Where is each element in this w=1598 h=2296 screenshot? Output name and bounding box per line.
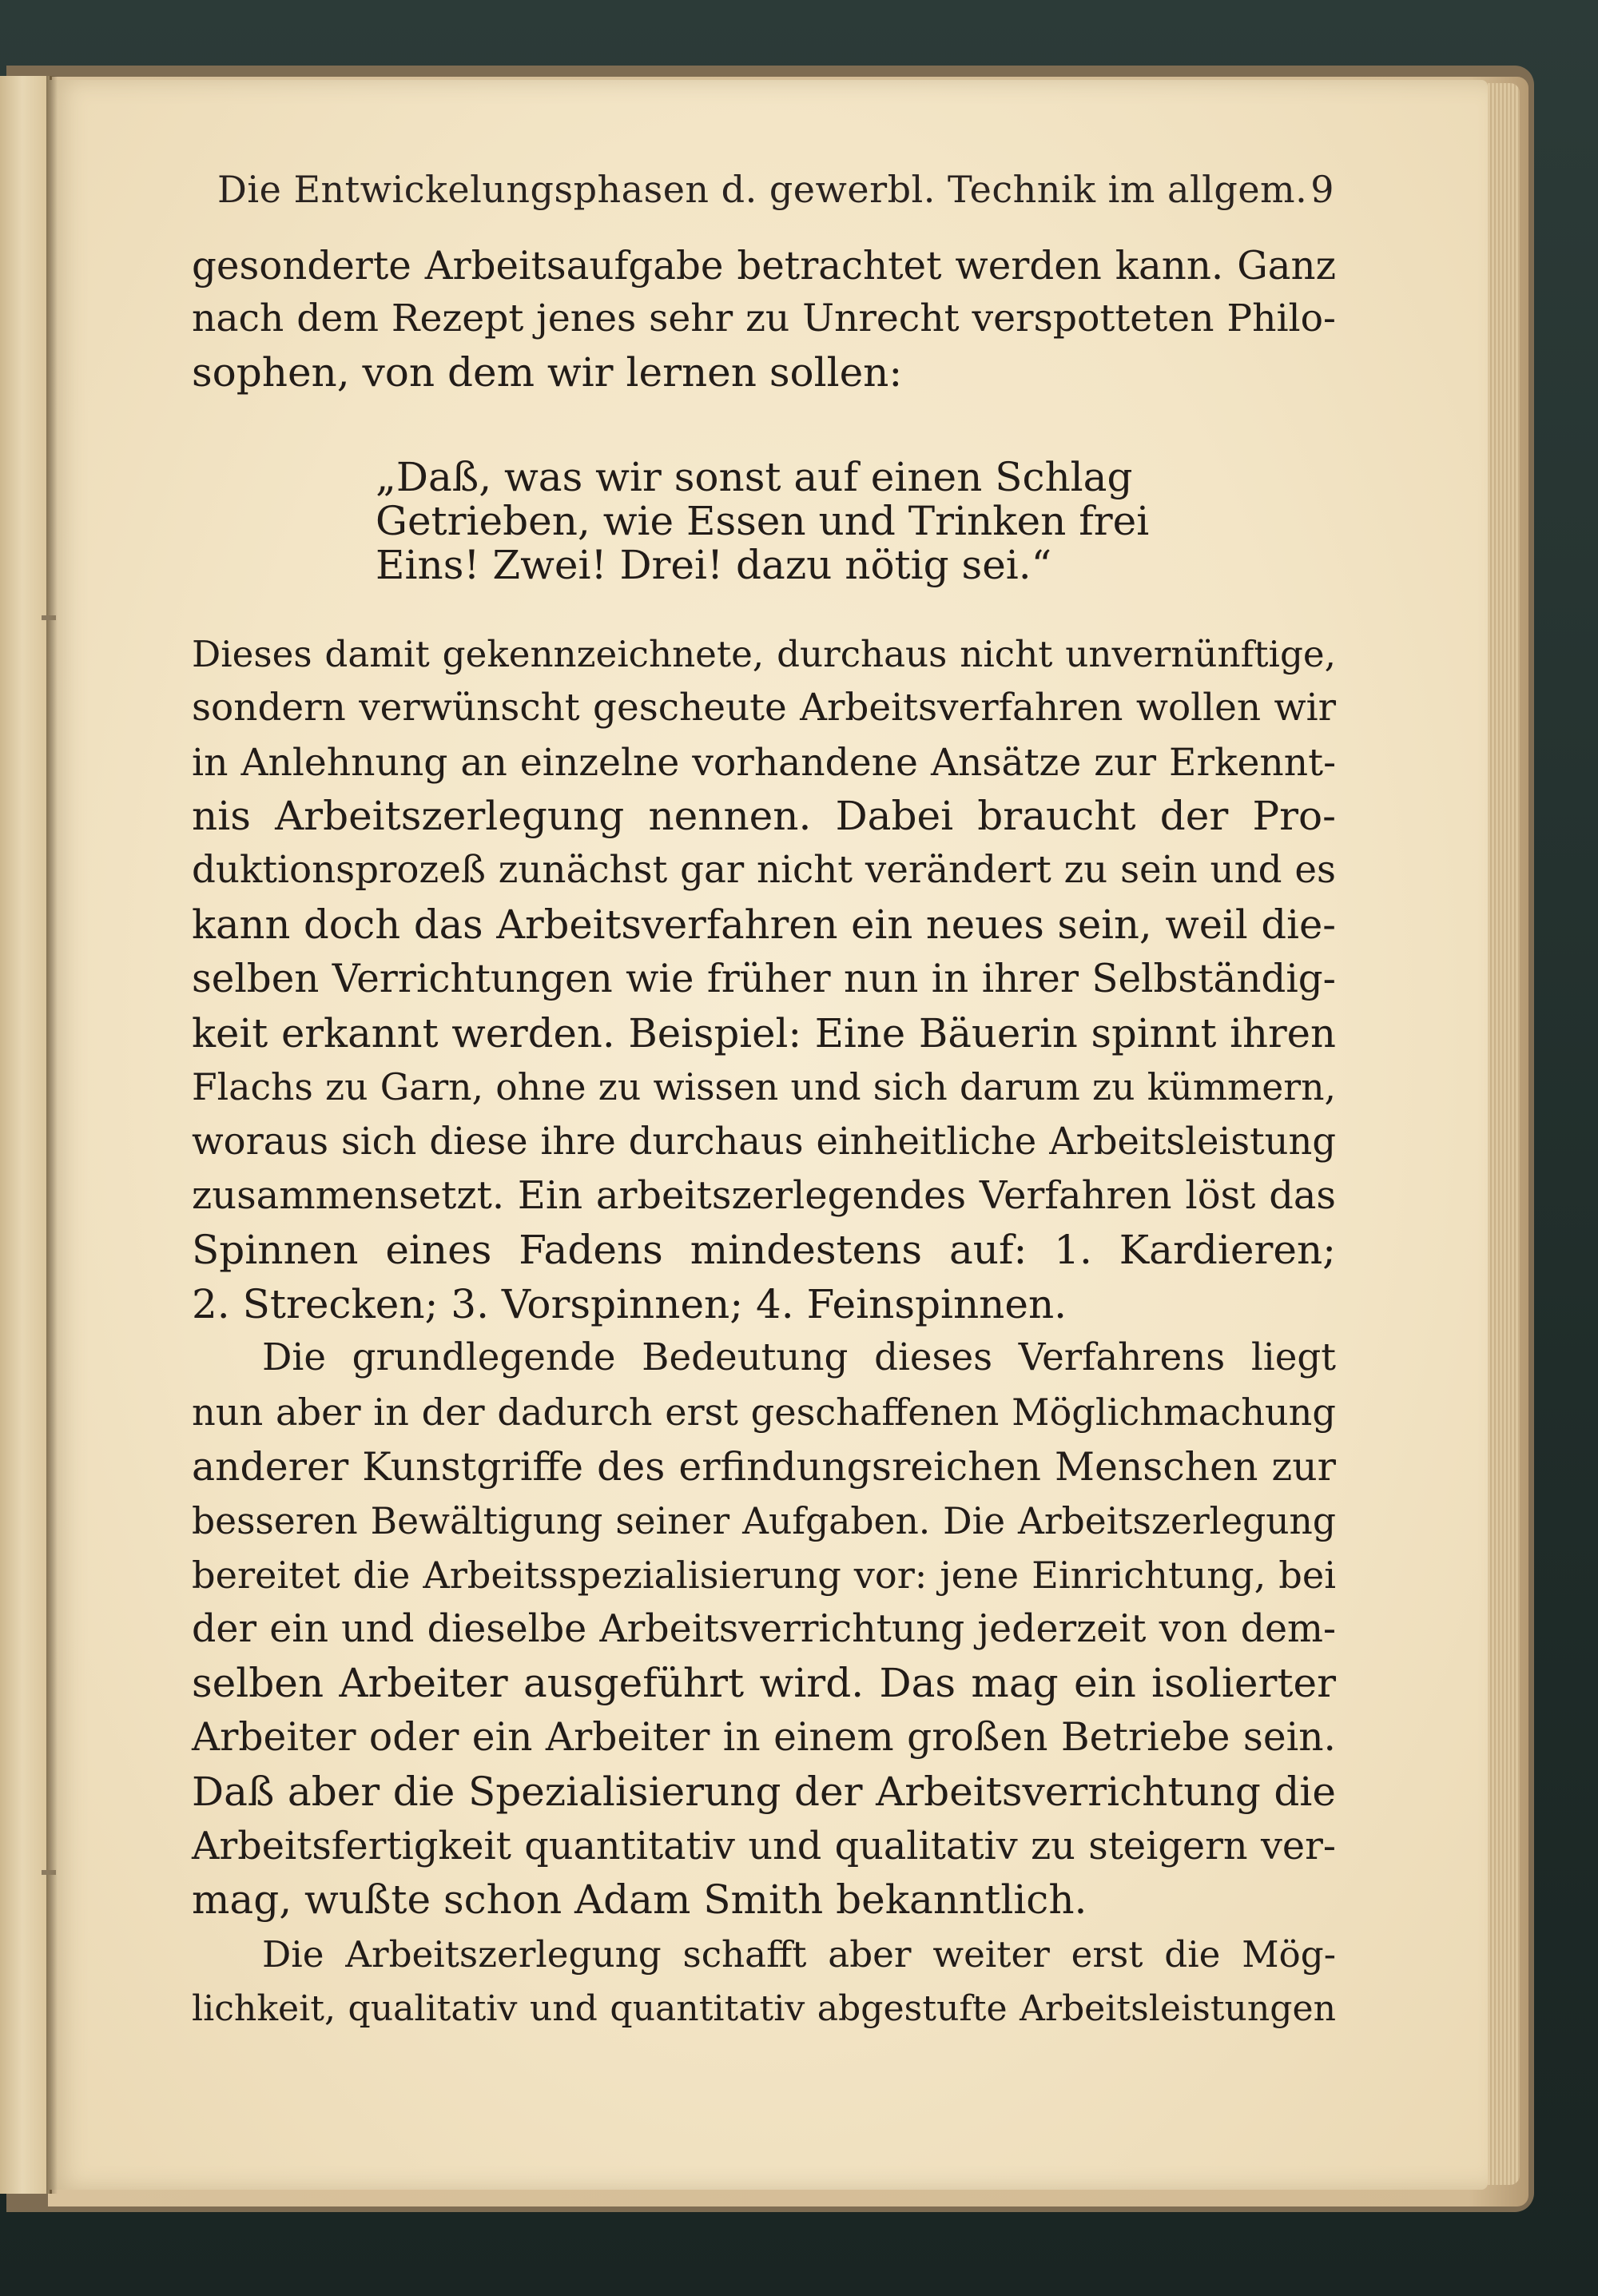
text-line: woraus sich diese ihre durchaus einheitliche Arbeitsleistung	[192, 1120, 1336, 1164]
text-line: nun aber in der dadurch erst geschaffenen Möglichmachung	[192, 1391, 1336, 1435]
text-line: Die grundlegende Bedeutung dieses Verfahrens liegt	[262, 1336, 1336, 1380]
text-line: Flachs zu Garn, ohne zu wissen und sich darum zu kümmern,	[192, 1066, 1336, 1109]
text-line: nis Arbeitszerlegung nennen. Dabei braucht der Pro-	[192, 793, 1336, 840]
text-line: Arbeiter oder ein Arbeiter in einem großen Betriebe sein.	[192, 1714, 1336, 1760]
running-head	[217, 168, 1334, 224]
text-line: Daß aber die Spezialisierung der Arbeitsverrichtung die	[192, 1768, 1336, 1815]
text-line: Arbeitsfertigkeit quantitativ und qualitativ zu steigern ver-	[192, 1824, 1336, 1868]
text-line: keit erkannt werden. Beispiel: Eine Bäuerin spinnt ihren	[192, 1009, 1336, 1056]
main-text	[192, 627, 1336, 2036]
text-line: duktionsprozeß zunächst gar nicht verändert zu sein und es	[192, 849, 1336, 893]
verse-line: Eins! Zwei! Drei! dazu nötig sei.“	[376, 542, 1052, 588]
text-line: selben Arbeiter ausgeführt wird. Das mag ein isolierter	[192, 1660, 1336, 1707]
verse-line: Getrieben, wie Essen und Trinken frei	[376, 498, 1150, 544]
text-line: kann doch das Arbeitsverfahren ein neues sein, weil die-	[192, 901, 1336, 948]
verse-quote	[376, 454, 1150, 588]
text-line: 2. Strecken; 3. Vorspinnen; 4. Feinspinnen.	[192, 1280, 1067, 1327]
text-line: bereitet die Arbeitsspezialisierung vor: jene Einrichtung, bei	[192, 1553, 1336, 1597]
page-fore-edge	[1488, 83, 1520, 2185]
text-line: Dieses damit gekennzeichnete, durchaus nicht unvernünftige,	[192, 633, 1336, 675]
text-line: selben Verrichtungen wie früher nun in ihrer Selbständig-	[192, 956, 1336, 1001]
text-line: in Anlehnung an einzelne vorhandene Ansätze zur Erkennt-	[192, 740, 1336, 785]
page-number: 9	[1310, 168, 1334, 211]
text-line: sondern verwünscht gescheute Arbeitsverfahren wollen wir	[192, 686, 1336, 730]
text-line: der ein und dieselbe Arbeitsverrichtung jederzeit von dem-	[192, 1607, 1336, 1652]
running-title: Die Entwickelungsphasen d. gewerbl. Technik im allgem.	[217, 168, 1308, 211]
spine-shadow	[46, 76, 58, 2194]
verse-line: „Daß, was wir sonst auf einen Schlag	[376, 454, 1133, 500]
spine-stitch-mark	[42, 615, 56, 620]
text-line: mag, wußte schon Adam Smith bekanntlich.	[192, 1876, 1087, 1924]
text-line: gesonderte Arbeitsaufgabe betrachtet werden kann. Ganz	[192, 244, 1336, 288]
text-line: zusammensetzt. Ein arbeitszerlegendes Verfahren löst das	[192, 1173, 1336, 1218]
text-line: Spinnen eines Fadens mindestens auf: 1. Kardieren;	[192, 1226, 1336, 1273]
left-page-edge	[0, 76, 52, 2194]
text-line: anderer Kunstgriffe des erfindungsreichen Menschen zur	[192, 1443, 1336, 1490]
intro-text	[192, 240, 1336, 399]
text-line: besseren Bewältigung seiner Aufgaben. Die Arbeitszerlegung	[192, 1499, 1336, 1542]
text-line: nach dem Rezept jenes sehr zu Unrecht verspotteten Philo-	[192, 296, 1336, 341]
text-line: sophen, von dem wir lernen sollen:	[192, 348, 903, 396]
text-line: Die Arbeitszerlegung schafft aber weiter erst die Mög-	[262, 1933, 1336, 1976]
spine-stitch-mark	[42, 1870, 56, 1875]
text-line: lichkeit, qualitativ und quantitativ abgestufte Arbeitsleistungen	[192, 1988, 1336, 2029]
